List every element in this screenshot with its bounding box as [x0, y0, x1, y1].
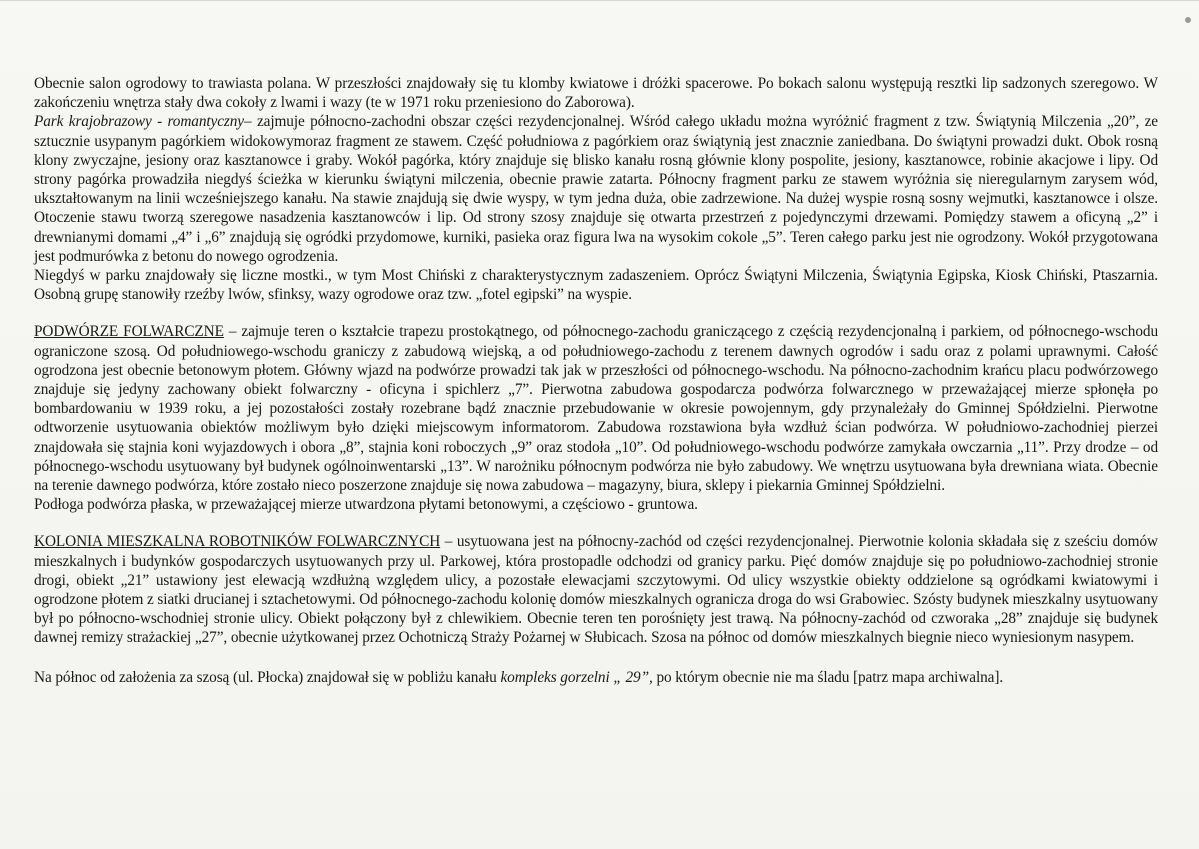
- farmyard-body: – zajmuje teren o kształcie trapezu prostokątnego, od północnego-zachodu graniczącego z częścią rezydencjonalną i parkiem, od północnego-wschodu ograniczone szosą. Od południowego-wschodu graniczy z zabudową wiejską, a od południowego-zachodu z terenem dawnych ogrodów i sadu oraz z polami uprawnymi. Całość ogrodzona jest obecnie betonowym płotem. Główny wjazd na podwórze prowadzi tak jak w przeszłości od północnego-wschodu. Na północno-zachodnim krańcu placu podwórzowego znajduje się jedyny zachowany obiekt folwarczny - oficyna i spichlerz „7”. Pierwotna zabudowa gospodarcza podwórza folwarcznego w przeważającej mierze spłonęła po bombardowaniu w 1939 roku, a jej pozostałości zostały rozebrane bądź znacznie przebudowanie w okresie powojennym, gdy przynależały do Gminnej Spółdzielni. Pierwotne odtworzenie usytuowania obiektów możliwym było dzięki miejscowym informatorom. Zabudowa rozstawiona była wzdłuż ścian podwórza. W południowo-zachodniej pierzei znajdowała się stajnia koni wyjazdowych i obora „8”, stajnia koni roboczych „9” oraz stodoła „10”. Od południowego-wschodu podwórze zamykała owczarnia „11”. Przy drodze – od północnego-wschodu usytuowany był budynek ogólnoinwentarski „13”. W narożniku północnym podwórza nie było zabudowy. We wnętrzu usytuowana była drewniana wiata. Obecnie na terenie dawnego podwórza, które zostało nieco poszerzone znajduje się nowa zabudowa – magazyny, biura, sklepy i piekarnia Gminnej Spółdzielni.: [34, 323, 1158, 495]
- paragraph-colony: [34, 532, 1158, 647]
- distillery-post: po którym obecnie nie ma śladu [patrz mapa archiwalna].: [652, 668, 1004, 686]
- colony-heading: KOLONIA MIESZKALNA ROBOTNIKÓW FOLWARCZNYCH: [34, 533, 441, 551]
- distillery-italic: kompleks gorzelni „ 29”,: [500, 668, 653, 686]
- paragraph-salon: Obecnie salon ogrodowy to trawiasta polana. W przeszłości znajdowały się tu klomby kwiatowe i dróżki spacerowe. Po bokach salonu występują resztki lip sadzonych szeregowo. W zakończeniu wnętrza stały dwa cokoły z lwami i wazy (te w 1971 roku przeniesiono do Zaborowa).: [34, 75, 1158, 112]
- spacer: [34, 648, 1158, 668]
- paragraph-floor: Podłoga podwórza płaska, w przeważającej mierze utwardzona płytami betonowymi, a częściowo - gruntowa.: [34, 496, 698, 514]
- paragraph-farmyard: [34, 322, 1158, 495]
- spacer: [34, 304, 1158, 322]
- paragraph-distillery: [34, 668, 1158, 687]
- colony-body: – usytuowana jest na północny-zachód od części rezydencjonalnej. Pierwotnie kolonia składała się z sześciu domów mieszkalnych i budynków gospodarczych usytuowanych przy ul. Parkowej, która prostopadle odchodzi od granicy parku. Pięć domów znajduje się po południowo-zachodniej stronie drogi, obiekt „21” ustawiony jest elewacją wzdłużną względem ulicy, a pozostałe elewacjami szczytowymi. Od ulicy wszystkie obiekty oddzielone są ogródkami kwiatowymi i ogrodzone płotem z siatki drucianej i sztachetowymi. Od północnego-zachodu kolonię domów mieszkalnych ogranicza droga do wsi Grabowiec. Szósty budynek mieszkalny usytuowany był po północno-wschodniej stronie ulicy. Obiekt połączony był z chlewikiem. Obecnie teren ten porośnięty jest trawą. Na północny-zachód od czworaka „28” znajduje się budynek dawnej remizy strażackiej „27”, obecnie użytkowanej przez Ochotniczą Straży Pożarnej w Słubicach. Szosa na północ od domów mieszkalnych biegnie nieco wyniesionym nasypem.: [34, 533, 1158, 647]
- park-lead: Park krajobrazowy - romantyczny–: [34, 113, 252, 131]
- park-body: zajmuje północno-zachodni obszar części rezydencjonalnej. Wśród całego układu można wyróżnić fragment z tzw. Świątynią Milczenia „20”, ze sztucznie usypanym pagórkiem widokowymoraz fragment ze stawem. Część południowa z pagórkiem oraz świątynią jest znacznie zaniedbana. Do świątyni prowadzi dukt. Obok rosną klony zwyczajne, jesiony oraz kasztanowce i graby. Wokół pagórka, który znajduje się blisko kanału rosną głównie klony pospolite, jesiony, kasztanowce, robinie akacjowe i lipy. Od strony pagórka prowadziła niegdyś ścieżka w kierunku świątyni milczenia, obecnie prawie zatarta. Północny fragment parku ze stawem wyróżnia się nieregularnym zarysem wód, ukształtowanym na linii wcześniejszego kanału. Na stawie znajdują się dwie wyspy, w tym jedna duża, obie zadrzewione. Na dużej wyspie rosną sosny wejmutki, kasztanowce i olsze. Otoczenie stawu tworzą szeregowe nasadzenia kasztanowców i lip. Od strony szosy znajduje się otwarta przestrzeń z pojedynczymi drzewami. Pomiędzy stawem a oficyną „2” i drewnianymi domami „4” i „6” znajdują się ogródki przydomowe, kurniki, pasieka oraz figura lwa na wysokim cokole „5”. Teren całego parku jest nie ogrodzony. Wokół przygotowana jest podmurówka z betonu do nowego ogrodzenia.: [34, 113, 1158, 265]
- spacer: [34, 514, 1158, 532]
- paragraph-park: [34, 112, 1158, 266]
- paragraph-bridges: Niegdyś w parku znajdowały się liczne mostki., w tym Most Chiński z charakterystycznym zadaszeniem. Oprócz Świątyni Milczenia, Świątynia Egipska, Kiosk Chiński, Ptaszarnia. Osobną grupę stanowiły rzeźby lwów, sfinksy, wazy ogrodowe oraz tzw. „fotel egipski” na wyspie.: [34, 267, 1158, 304]
- scan-dot: [1185, 17, 1191, 23]
- distillery-pre: Na północ od założenia za szosą (ul. Płocka) znajdował się w pobliżu kanału: [34, 668, 501, 686]
- document-body: [34, 74, 1158, 687]
- farmyard-heading: PODWÓRZE FOLWARCZNE: [34, 323, 224, 341]
